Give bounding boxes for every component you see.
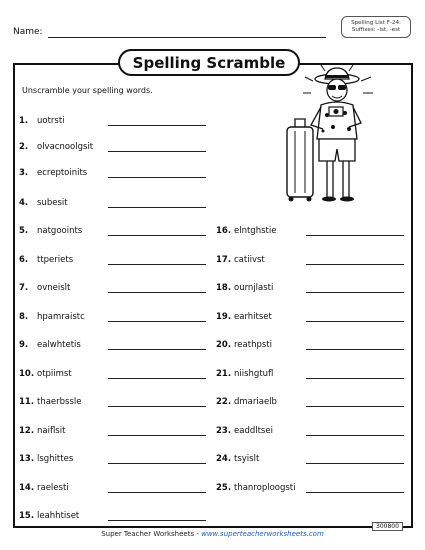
tourist-with-suitcase-icon bbox=[283, 65, 391, 215]
scrambled-word: ealwhtetis bbox=[37, 340, 81, 350]
answer-line[interactable] bbox=[108, 264, 206, 265]
answer-line[interactable] bbox=[306, 349, 404, 350]
item-number: 23. bbox=[216, 425, 232, 436]
answer-line[interactable] bbox=[108, 177, 206, 178]
footer bbox=[0, 530, 425, 538]
scrambled-word: ovneislt bbox=[37, 283, 71, 293]
scrambled-word: leahhtiset bbox=[37, 511, 80, 521]
scrambled-word: thaerbssle bbox=[37, 397, 82, 407]
item-number: 20. bbox=[216, 340, 232, 350]
item-number: 16. bbox=[216, 226, 232, 236]
scrambled-word: naiflsit bbox=[37, 425, 66, 436]
answer-line[interactable] bbox=[108, 435, 206, 436]
answer-line[interactable] bbox=[306, 264, 404, 265]
item-number: 2. bbox=[19, 142, 29, 152]
scrambled-word: natgooints bbox=[37, 226, 83, 236]
answer-line[interactable] bbox=[108, 492, 206, 493]
answer-line[interactable] bbox=[306, 435, 404, 436]
item-number: 22. bbox=[216, 397, 232, 407]
item-number: 3. bbox=[19, 168, 29, 178]
item-number: 21. bbox=[216, 368, 232, 379]
scrambled-word: uotrsti bbox=[37, 116, 65, 126]
item-number: 7. bbox=[19, 283, 29, 293]
scrambled-word: earhitset bbox=[234, 311, 272, 322]
item-number: 18. bbox=[216, 283, 232, 293]
answer-line[interactable] bbox=[108, 151, 206, 152]
answer-line[interactable] bbox=[108, 292, 206, 293]
scrambled-word: catiivst bbox=[234, 254, 265, 265]
item-number: 9. bbox=[19, 340, 29, 350]
answer-line[interactable] bbox=[306, 406, 404, 407]
scrambled-word: niishgtufl bbox=[234, 368, 274, 379]
scrambled-word: otpiimst bbox=[37, 368, 72, 379]
item-number: 11. bbox=[19, 397, 35, 407]
scrambled-word: lsghittes bbox=[37, 454, 74, 464]
scrambled-word: hpamraistc bbox=[37, 311, 85, 322]
scrambled-word: ournjlasti bbox=[234, 283, 274, 293]
footer-url[interactable]: www.superteacherworksheets.com bbox=[201, 530, 324, 538]
scrambled-word: subesit bbox=[37, 198, 68, 208]
answer-line[interactable] bbox=[108, 349, 206, 350]
item-number: 24. bbox=[216, 454, 232, 464]
scrambled-word: olvacnoolgsit bbox=[37, 142, 94, 152]
answer-line[interactable] bbox=[306, 292, 404, 293]
answer-line[interactable] bbox=[108, 235, 206, 236]
worksheet-code: 300800 bbox=[372, 522, 403, 531]
answer-line[interactable] bbox=[108, 207, 206, 208]
scrambled-word: tsyislt bbox=[234, 454, 260, 464]
answer-line[interactable] bbox=[306, 378, 404, 379]
answer-line[interactable] bbox=[108, 406, 206, 407]
scrambled-word: thanroploogsti bbox=[234, 482, 296, 493]
item-number: 5. bbox=[19, 226, 29, 236]
scrambled-word: ttperiets bbox=[37, 254, 74, 265]
item-number: 6. bbox=[19, 254, 29, 265]
item-number: 12. bbox=[19, 425, 35, 436]
item-number: 8. bbox=[19, 311, 29, 322]
item-number: 4. bbox=[19, 198, 29, 208]
item-number: 10. bbox=[19, 368, 35, 379]
name-line[interactable] bbox=[48, 37, 326, 38]
answer-line[interactable] bbox=[306, 321, 404, 322]
scrambled-word: eaddltsei bbox=[234, 425, 273, 436]
answer-line[interactable] bbox=[108, 520, 206, 521]
item-number: 15. bbox=[19, 511, 35, 521]
scrambled-word: reathpsti bbox=[234, 340, 272, 350]
scrambled-word: raelesti bbox=[37, 482, 69, 493]
spelling-list-badge bbox=[341, 16, 411, 38]
footer-brand: Super Teacher Worksheets - bbox=[101, 530, 202, 538]
instructions: Unscramble your spelling words. bbox=[22, 86, 153, 95]
item-number: 19. bbox=[216, 311, 232, 322]
answer-line[interactable] bbox=[108, 463, 206, 464]
answer-line[interactable] bbox=[108, 378, 206, 379]
scrambled-word: elntghstie bbox=[234, 226, 277, 236]
answer-line[interactable] bbox=[108, 321, 206, 322]
answer-line[interactable] bbox=[108, 125, 206, 126]
name-label: Name: bbox=[13, 27, 43, 37]
answer-line[interactable] bbox=[306, 492, 404, 493]
item-number: 17. bbox=[216, 254, 232, 265]
list-suffixes: Suffixes: -ist, -est bbox=[351, 27, 401, 33]
answer-line[interactable] bbox=[306, 463, 404, 464]
answer-line[interactable] bbox=[306, 235, 404, 236]
worksheet-title: Spelling Scramble bbox=[118, 49, 300, 76]
scrambled-word: dmariaelb bbox=[234, 397, 277, 407]
scrambled-word: ecreptoinits bbox=[37, 168, 88, 178]
item-number: 14. bbox=[19, 482, 35, 493]
item-number: 13. bbox=[19, 454, 35, 464]
item-number: 25. bbox=[216, 482, 232, 493]
item-number: 1. bbox=[19, 116, 29, 126]
list-title: Spelling List F-24: bbox=[351, 20, 401, 26]
